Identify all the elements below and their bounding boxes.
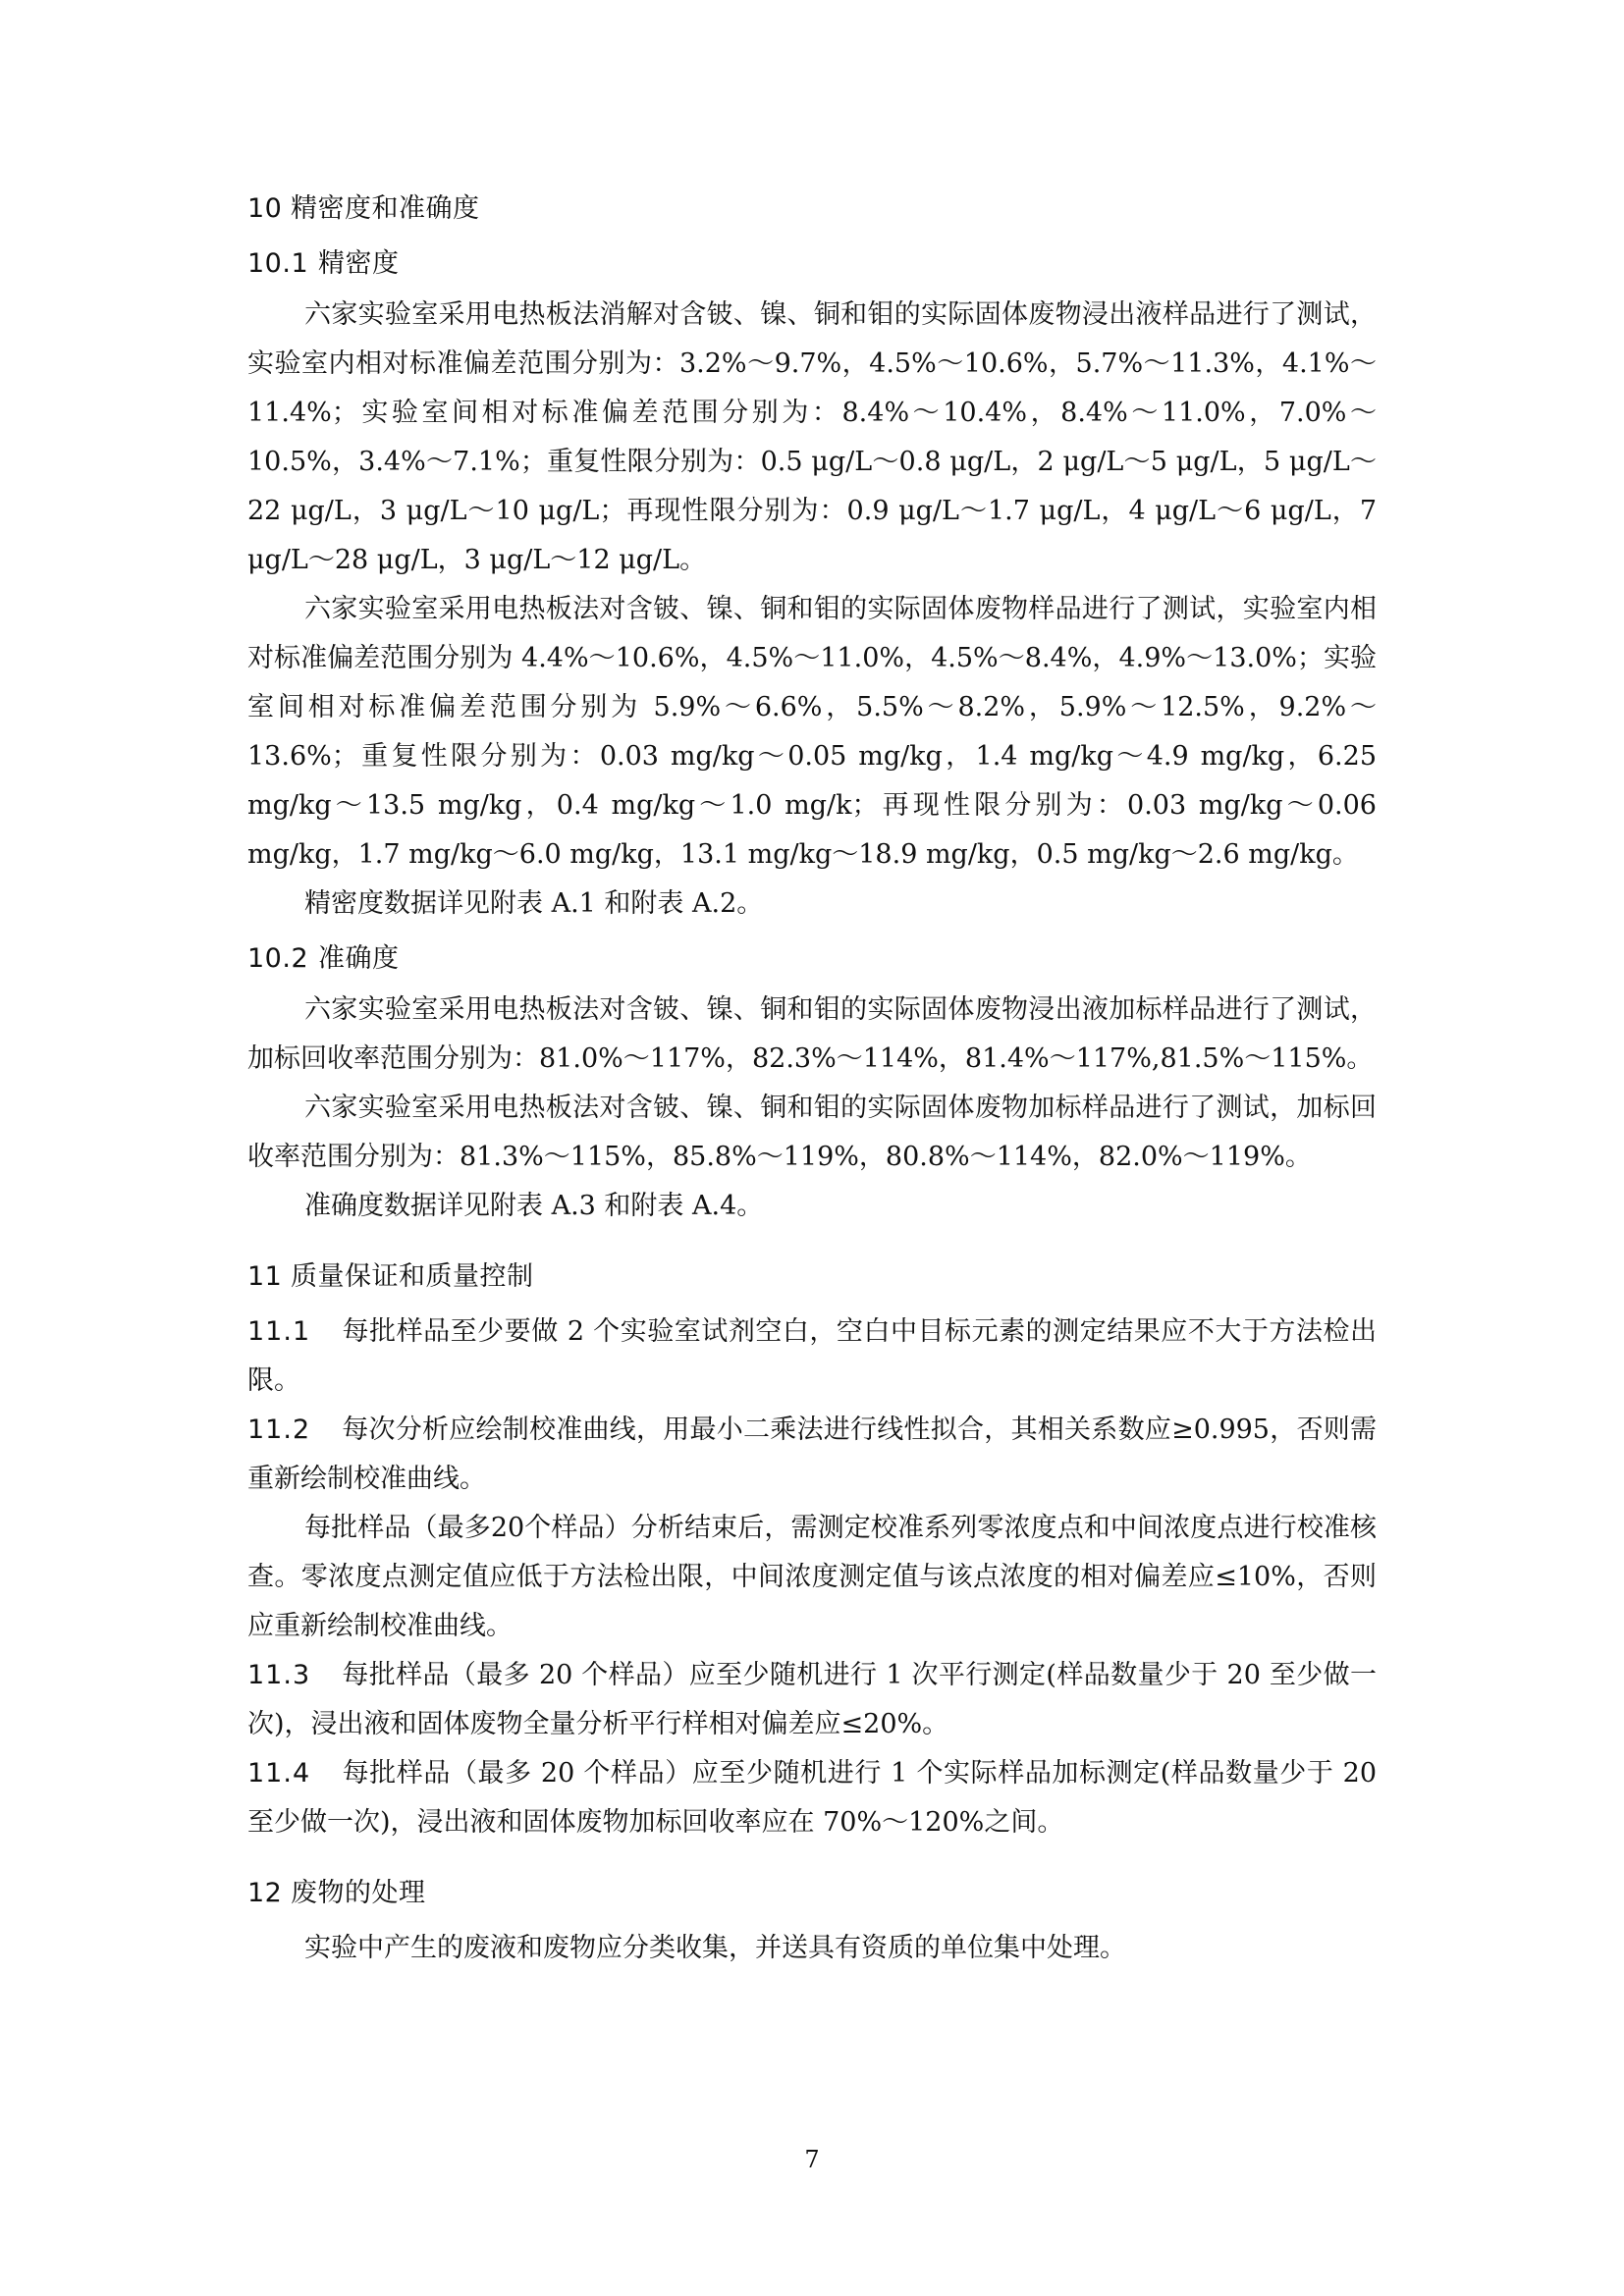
clause-number: 11.1 xyxy=(247,1316,311,1347)
page-content xyxy=(247,185,1377,1973)
clause-text: 每批样品至少要做 2 个实验室试剂空白，空白中目标元素的测定结果应不大于方法检出限。 xyxy=(247,1316,1377,1396)
section-number: 10.2 xyxy=(247,943,309,974)
clause-11-1 xyxy=(247,1308,1377,1406)
clause-number: 11.3 xyxy=(247,1660,311,1690)
clause-text: 每批样品（最多 20 个样品）应至少随机进行 1 次平行测定(样品数量少于 20 至少做一次)，浸出液和固体废物全量分析平行样相对偏差应≤20%。 xyxy=(247,1660,1377,1739)
paragraph-10-2-reference: 准确度数据详见附表 A.3 和附表 A.4。 xyxy=(304,1191,764,1221)
paragraph-10-2-solid-waste: 六家实验室采用电热板法对含铍、镍、铜和钼的实际固体废物加标样品进行了测试，加标回收率范围分别为：81.3%～115%，85.8%～119%，80.8%～114%，82.0%～119%。 xyxy=(247,1093,1377,1172)
section-10-2-heading xyxy=(247,934,1377,984)
section-number: 10.1 xyxy=(247,248,309,279)
clause-11-2 xyxy=(247,1406,1377,1504)
section-number: 10 xyxy=(247,193,283,224)
section-title: 准确度 xyxy=(318,943,400,974)
section-10-1-heading xyxy=(247,240,1377,289)
paragraph-12-waste-disposal: 实验中产生的废液和废物应分类收集，并送具有资质的单位集中处理。 xyxy=(304,1933,1126,1963)
section-title: 废物的处理 xyxy=(291,1878,426,1908)
section-title: 精密度 xyxy=(318,248,400,279)
section-number: 12 xyxy=(247,1878,283,1908)
clause-11-3 xyxy=(247,1651,1377,1749)
paragraph-11-2-calibration-check: 每批样品（最多20个样品）分析结束后，需测定校准系列零浓度点和中间浓度点进行校准核查。零浓度点测定值应低于方法检出限，中间浓度测定值与该点浓度的相对偏差应≤10%，否则应重新绘制校准曲线。 xyxy=(247,1513,1377,1641)
clause-text: 每次分析应绘制校准曲线，用最小二乘法进行线性拟合，其相关系数应≥0.995，否则需重新绘制校准曲线。 xyxy=(247,1415,1377,1494)
clause-11-4 xyxy=(247,1749,1377,1847)
clause-number: 11.2 xyxy=(247,1415,311,1445)
section-title: 精密度和准确度 xyxy=(291,193,480,224)
clause-number: 11.4 xyxy=(247,1758,311,1789)
section-11-heading xyxy=(247,1253,1377,1302)
page-number: 7 xyxy=(804,2146,820,2173)
clause-text: 每批样品（最多 20 个样品）应至少随机进行 1 个实际样品加标测定(样品数量少于 20 至少做一次)，浸出液和固体废物加标回收率应在 70%～120%之间。 xyxy=(247,1758,1377,1838)
paragraph-10-1-solid-waste: 六家实验室采用电热板法对含铍、镍、铜和钼的实际固体废物样品进行了测试，实验室内相对标准偏差范围分别为 4.4%～10.6%，4.5%～11.0%，4.5%～8.4%，4.9%～13.0%；实验室间相对标准偏差范围分别为 5.9%～6.6%，5.5%～8.2%，5.9%～12.5%，9.2%～13.6%；重复性限分别为：0.03 mg/kg～0.05 mg/kg，1.4 mg/kg～4.9 mg/kg，6.25 mg/kg～13.5 mg/kg，0.4 mg/kg～1.0 mg/k；再现性限分别为：0.03 mg/kg～0.06 mg/kg，1.7 mg/kg～6.0 mg/kg，13.1 mg/kg～18.9 mg/kg，0.5 mg/kg～2.6 mg/kg。 xyxy=(247,594,1377,870)
section-title: 质量保证和质量控制 xyxy=(291,1261,534,1292)
paragraph-10-1-reference: 精密度数据详见附表 A.1 和附表 A.2。 xyxy=(304,888,764,919)
section-number: 11 xyxy=(247,1261,283,1292)
paragraph-10-2-leachate: 六家实验室采用电热板法对含铍、镍、铜和钼的实际固体废物浸出液加标样品进行了测试，加标回收率范围分别为：81.0%～117%，82.3%～114%，81.4%～117%,81.5%～115%。 xyxy=(247,994,1377,1074)
paragraph-10-1-leachate: 六家实验室采用电热板法消解对含铍、镍、铜和钼的实际固体废物浸出液样品进行了测试，实验室内相对标准偏差范围分别为：3.2%～9.7%，4.5%～10.6%，5.7%～11.3%，4.1%～11.4%；实验室间相对标准偏差范围分别为：8.4%～10.4%，8.4%～11.0%，7.0%～10.5%，3.4%～7.1%；重复性限分别为：0.5 μg/L～0.8 μg/L，2 μg/L～5 μg/L，5 μg/L～22 μg/L，3 μg/L～10 μg/L；再现性限分别为：0.9 μg/L～1.7 μg/L，4 μg/L～6 μg/L，7 μg/L～28 μg/L，3 μg/L～12 μg/L。 xyxy=(247,299,1377,575)
section-10-heading xyxy=(247,185,1377,234)
section-12-heading xyxy=(247,1869,1377,1918)
